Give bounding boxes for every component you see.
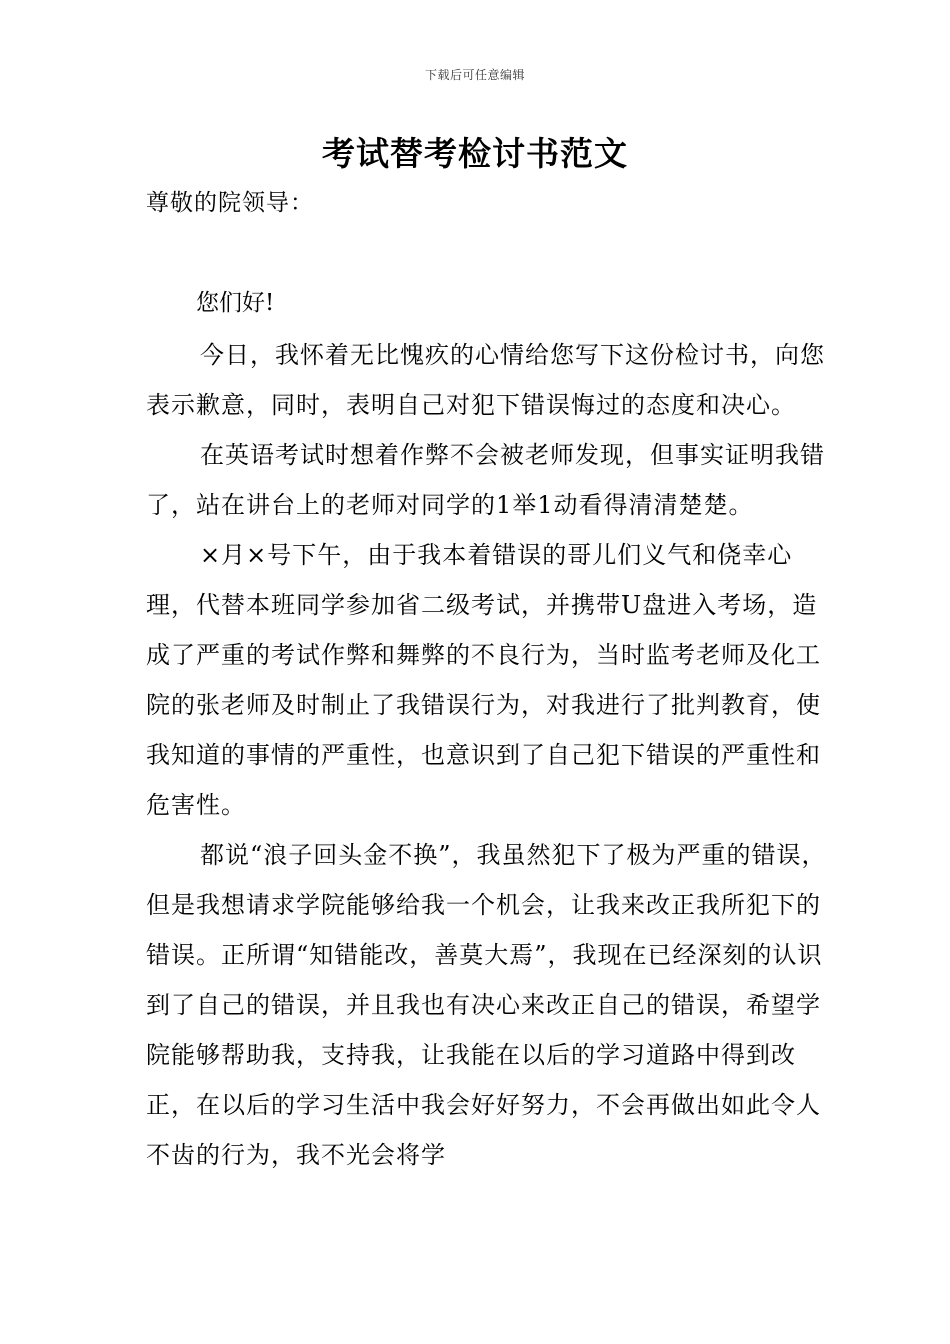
document-title: 考试替考检讨书范文 — [322, 134, 628, 173]
document-body — [146, 330, 836, 1180]
paragraph: 在英语考试时想着作弊不会被老师发现，但事实证明我错了，站在讲台上的老师对同学的1举1动看得清清楚楚。 — [146, 441, 825, 519]
paragraph: ×月×号下午，由于我本着错误的哥儿们义气和侥幸心理，代替本班同学参加省二级考试，并携带U盘进入考场，造成了严重的考试作弊和舞弊的不良行为，当时监考老师及化工院的张老师及时制止了我错误行为，对我进行了批判教育，使我知道的事情的严重性，也意识到了自己犯下错误的严重性和危害性。 — [146, 541, 821, 819]
header-note: 下载后可任意编辑 — [424, 68, 525, 82]
paragraph: 今日，我怀着无比愧疚的心情给您写下这份检讨书，向您表示歉意，同时，表明自己对犯下错误悔过的态度和决心。 — [146, 341, 825, 419]
salutation: 尊敬的院领导： — [146, 190, 314, 216]
paragraph: 都说“浪子回头金不换”，我虽然犯下了极为严重的错误，但是我想请求学院能够给我一个机会，让我来改正我所犯下的错误。正所谓“知错能改，善莫大焉”，我现在已经深刻的认识到了自己的错误，并且我也有决心来改正自己的错误，希望学院能够帮助我，支持我，让我能在以后的学习道路中得到改正，在以后的学习生活中我会好好努力，不会再做出如此令人不齿的行为，我不光会将学 — [146, 841, 827, 1169]
greeting: 您们好! — [196, 290, 275, 316]
